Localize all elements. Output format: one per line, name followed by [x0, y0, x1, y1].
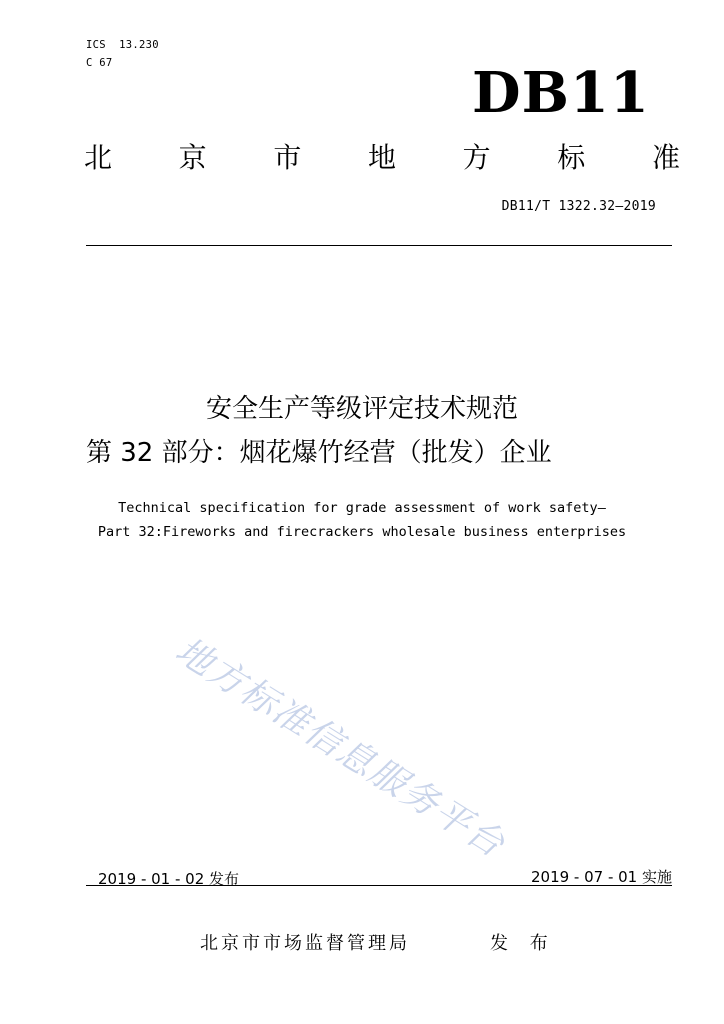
watermark: 地方标准信息服务平台 [168, 630, 513, 867]
top-divider [86, 245, 672, 246]
bottom-divider [86, 885, 672, 886]
ics-line: ICS 13.230 [86, 39, 159, 51]
ics-code [86, 36, 159, 72]
title-zh-line-2: 第 32 部分：烟花爆竹经营（批发）企业 [86, 438, 552, 468]
issuer-name: 北京市市场监督管理局 [200, 933, 410, 954]
issue-word: 发 布 [490, 933, 556, 954]
standard-type-char: 准 [651, 141, 680, 174]
issue-date: 2019 - 01 - 02 发布 [98, 870, 240, 888]
title-en-line-2: Part 32:Fireworks and firecrackers wholesale business enterprises [97, 524, 627, 540]
standard-type-char: 京 [178, 141, 207, 174]
standard-number: DB11/T 1322.32—2019 [501, 199, 656, 214]
standard-type-char: 标 [557, 141, 586, 174]
db11-logo: DB11 [472, 60, 650, 126]
standard-type-char: 地 [367, 141, 396, 174]
standard-type-heading [84, 138, 680, 178]
standard-type-char: 方 [462, 141, 491, 174]
title-en-line-1: Technical specification for grade assessment of work safety— [118, 500, 606, 516]
ccs-line: C 67 [86, 57, 113, 69]
standard-type-char: 市 [273, 141, 302, 174]
standard-type-char: 北 [84, 141, 113, 174]
implement-date: 2019 - 07 - 01 实施 [530, 868, 672, 886]
title-zh-line-1: 安全生产等级评定技术规范 [205, 394, 518, 424]
